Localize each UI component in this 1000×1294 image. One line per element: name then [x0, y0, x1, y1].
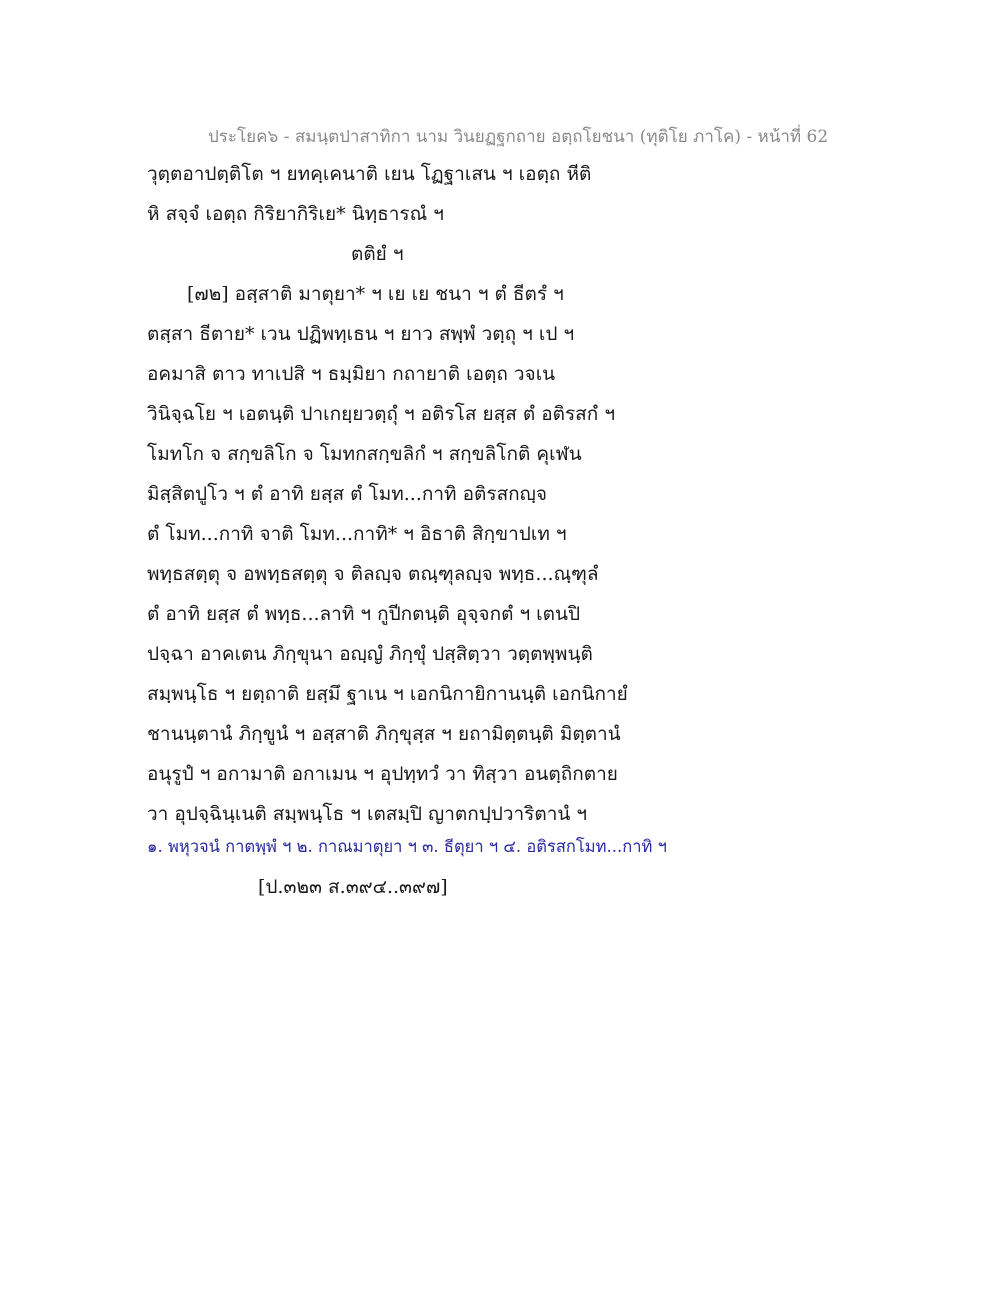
- text-line: พทฺธสตฺตุ จ อพทฺธสตฺตุ จ ติลญฺจ ตณฺฑุลญฺจ พทฺธ...ณฺฑุลํ: [147, 563, 599, 585]
- text-line: ชานนฺตานํ ภิกฺขูนํ ฯ อสฺสาติ ภิกฺขุสฺส ฯ ยถามิตฺตนฺติ มิตฺตานํ: [147, 723, 621, 745]
- text-line: อคมาสิ ตาว ทาเปสิ ฯ ธมฺมิยา กถายาติ เอตฺถ วจเน: [147, 363, 556, 385]
- page-reference: [ป.๓๒๓ ส.๓๙๔..๓๙๗]: [258, 876, 448, 898]
- text-line: ตสฺสา ธีตาย* เวน ปฏิพทฺเธน ฯ ยาว สพฺพํ วตฺถุ ฯ เป ฯ: [147, 323, 575, 345]
- paragraph-start-line: [๗๒] อสฺสาติ มาตุยา* ฯ เย เย ชนา ฯ ตํ ธีตรํ ฯ: [187, 283, 564, 305]
- text-line: ตํ อาทิ ยสฺส ตํ พทฺธ...ลาทิ ฯ กูปีกตนฺติ อุจฺจกตํ ฯ เตนปิ: [147, 603, 581, 625]
- text-line: ปจฺฉา อาคเตน ภิกฺขุนา อญฺญํ ภิกฺขุํ ปสฺสิตฺวา วตฺตพฺพนฺติ: [147, 643, 593, 665]
- text-line: วา อุปจฺฉินฺเนติ สมฺพนฺโธ ฯ เตสมฺปิ ญาตกปฺปวาริตานํ ฯ: [147, 803, 588, 825]
- page-header: ประโยค๖ - สมนฺตปาสาทิกา นาม วินยฏฐกถาย อตฺถโยชนา (ทุติโย ภาโค) - หน้าที่ 62: [208, 127, 829, 147]
- body-text: [147, 158, 847, 838]
- text-line: โมทโก จ สกฺขลิโก จ โมทกสกฺขลิกํ ฯ สกฺขลิโกติ คุเฬน: [147, 443, 582, 465]
- section-heading: ตติยํ ฯ: [351, 243, 404, 265]
- text-line: ตํ โมท...กาทิ จาติ โมท...กาทิ* ฯ อิธาติ สิกฺขาปเท ฯ: [147, 523, 567, 545]
- text-line: วุตฺตอาปตฺติโต ฯ ยทคฺเคนาติ เยน โฏฐาเสน ฯ เอตฺถ หีติ: [147, 163, 592, 185]
- text-line: หิ สจฺจํ เอตฺถ กิริยากิริเย* นิทฺธารณํ ฯ: [147, 203, 444, 225]
- text-line: มิสฺสิตปูโว ฯ ตํ อาทิ ยสฺส ตํ โมท...กาทิ อติรสกญฺจ: [147, 483, 547, 505]
- text-line: วินิจฺฉโย ฯ เอตนฺติ ปาเกยฺยวตฺถุํ ฯ อติรโส ยสฺส ตํ อติรสกํ ฯ: [147, 403, 615, 425]
- text-line: สมฺพนฺโธ ฯ ยตฺถาติ ยสฺมึ ฐาเน ฯ เอกนิกายิกานนฺติ เอกนิกายํ: [147, 683, 628, 705]
- footnote: ๑. พหุวจนํ กาตพฺพํ ฯ ๒. กาณมาตุยา ฯ ๓. ธีตุยา ฯ ๔. อติรสกโมท...กาทิ ฯ: [147, 837, 667, 856]
- text-line: อนุรูปํ ฯ อกามาติ อกาเมน ฯ อุปทฺทวํ วา ทิสฺวา อนตฺถิกตาย: [147, 763, 618, 785]
